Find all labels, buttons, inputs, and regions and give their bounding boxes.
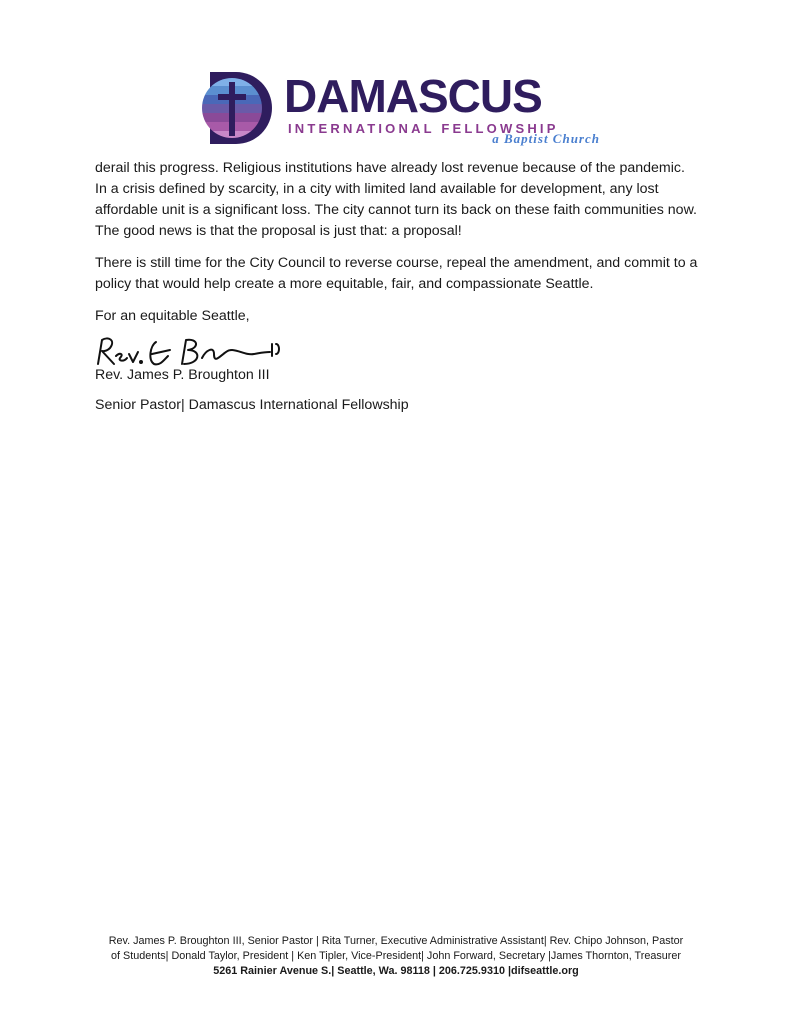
handwritten-signature-icon xyxy=(94,334,294,370)
footer xyxy=(80,934,712,979)
letterhead xyxy=(196,68,606,150)
footer-staff-line-2: of Students| Donald Taylor, President | Ken Tipler, Vice-President| John Forward, Secretary |James Thornton, Treasurer xyxy=(111,950,681,962)
brand-name: DAMASCUS xyxy=(284,70,542,122)
damascus-logo-icon xyxy=(196,68,276,148)
footer-address: 5261 Rainier Avenue S.| Seattle, Wa. 98118 | 206.725.9310 |difseattle.org xyxy=(213,965,579,977)
letter-body xyxy=(95,158,699,338)
letter-paragraph: There is still time for the City Council to reverse course, repeal the amendment, and commit to a policy that would help create a more equitable, fair, and compassionate Seattle. xyxy=(95,255,698,292)
footer-staff-line-1: Rev. James P. Broughton III, Senior Pastor | Rita Turner, Executive Administrative Assistant| Rev. Chipo Johnson, Pastor xyxy=(108,935,684,947)
brand-subtitle: INTERNATIONAL FELLOWSHIP xyxy=(288,121,559,136)
signer-title: Senior Pastor| Damascus International Fellowship xyxy=(95,397,409,413)
letter-closing: For an equitable Seattle, xyxy=(95,308,250,324)
letter-paragraph: derail this progress. Religious institutions have already lost revenue because of the pandemic. In a crisis defined by scarcity, in a city with limited land available for development, any lost affordable unit is a significant loss. The city cannot turn its back on these faith communities now. The good news is that the proposal is just that: a proposal! xyxy=(95,160,697,239)
signer-name: Rev. James P. Broughton III xyxy=(95,367,270,383)
brand-tagline: a Baptist Church xyxy=(492,131,600,146)
